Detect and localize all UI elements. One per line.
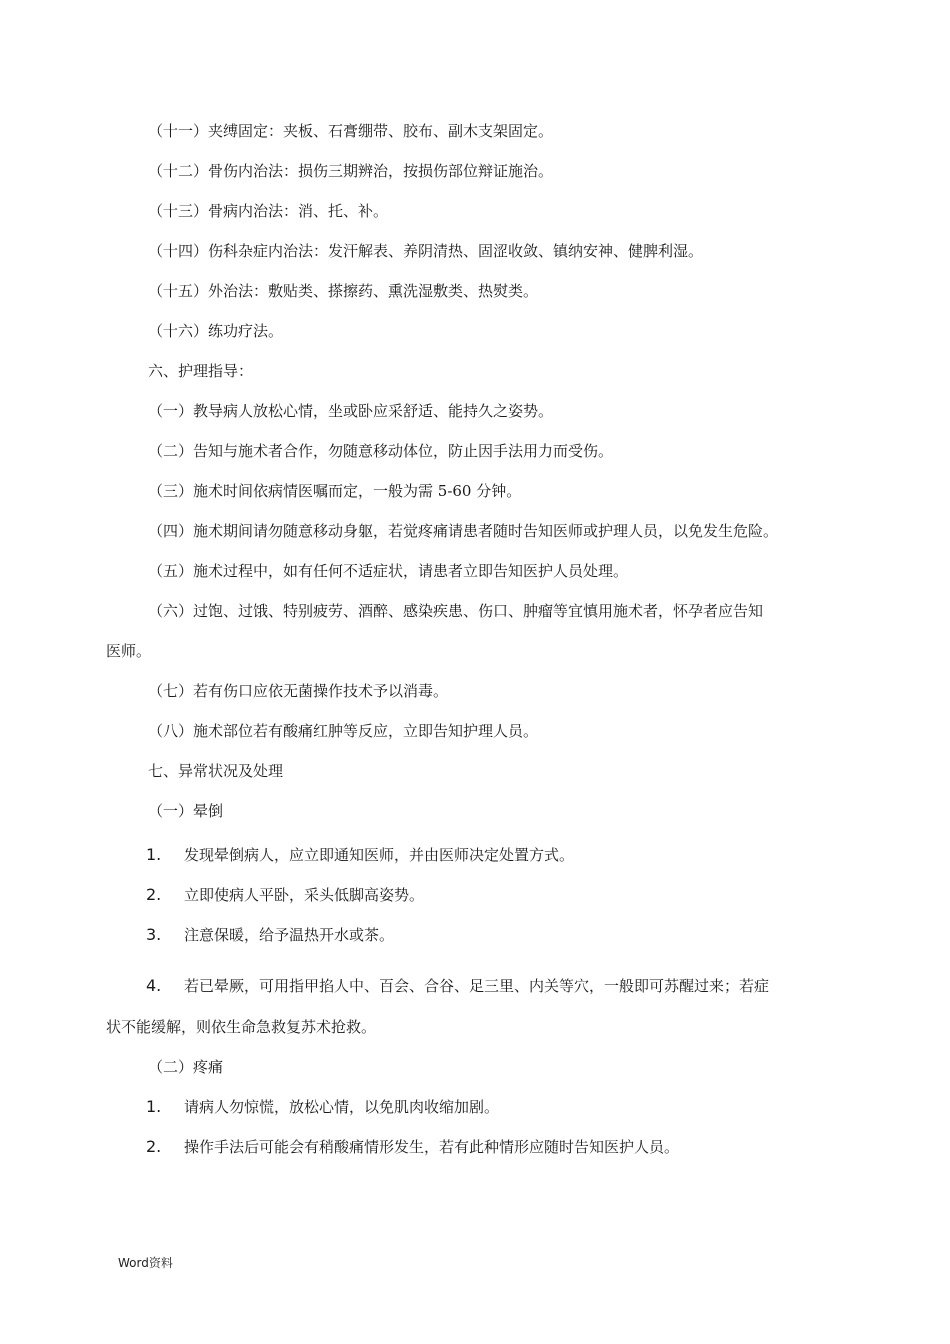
text-line: （二）告知与施术者合作，勿随意移动体位，防止因手法用力而受伤。 xyxy=(148,442,614,460)
list-text: 操作手法后可能会有稍酸痛情形发生，若有此种情形应随时告知医护人员。 xyxy=(184,1138,680,1156)
text-line: （三）施术时间依病情医嘱而定，一般为需 5-60 分钟。 xyxy=(148,482,522,500)
text-line: （六）过饱、过饿、特别疲劳、酒醉、感染疾患、伤口、肿瘤等宜慎用施术者，怀孕者应告知 xyxy=(148,602,764,620)
text-line: （五）施术过程中，如有任何不适症状，请患者立即告知医护人员处理。 xyxy=(148,562,629,580)
list-text: 发现晕倒病人，应立即通知医师，并由医师决定处置方式。 xyxy=(184,846,575,864)
list-item xyxy=(146,1097,499,1117)
text-line: （十五）外治法：敷贴类、搽擦药、熏洗湿敷类、热熨类。 xyxy=(148,282,539,300)
list-number: 2. xyxy=(146,1137,162,1156)
text-line: （十四）伤科杂症内治法：发汗解表、养阴清热、固涩收敛、镇纳安神、健脾利湿。 xyxy=(148,242,704,260)
text-line-continued: 医师。 xyxy=(106,642,152,660)
section-heading: 六、护理指导： xyxy=(148,362,254,380)
text-line: （十三）骨病内治法：消、托、补。 xyxy=(148,202,389,220)
list-item xyxy=(146,1137,679,1157)
list-item xyxy=(146,845,574,865)
list-item xyxy=(146,925,394,945)
footer-label: Word资料 xyxy=(118,1256,173,1270)
list-item xyxy=(146,976,769,996)
text-line: （七）若有伤口应依无菌操作技术予以消毒。 xyxy=(148,682,449,700)
list-number: 2. xyxy=(146,885,162,904)
list-number: 3. xyxy=(146,925,162,944)
list-item xyxy=(146,885,424,905)
list-number: 1. xyxy=(146,1097,162,1116)
list-text: 若已晕厥，可用指甲掐人中、百会、合谷、足三里、内关等穴，一般即可苏醒过来；若症 xyxy=(184,977,770,995)
text-line-continued: 状不能缓解，则依生命急救复苏术抢救。 xyxy=(106,1018,377,1036)
text-line: （八）施术部位若有酸痛红肿等反应，立即告知护理人员。 xyxy=(148,722,539,740)
section-heading: 七、异常状况及处理 xyxy=(148,762,284,780)
list-number: 4. xyxy=(146,976,162,995)
list-number: 1. xyxy=(146,845,162,864)
text-line: （一）教导病人放松心情，坐或卧应采舒适、能持久之姿势。 xyxy=(148,402,554,420)
text-line: （四）施术期间请勿随意移动身躯，若觉疼痛请患者随时告知医师或护理人员，以免发生危险。 xyxy=(148,522,779,540)
text-line: （十六）练功疗法。 xyxy=(148,322,284,340)
sub-heading: （二）疼痛 xyxy=(148,1058,224,1076)
list-text: 立即使病人平卧，采头低脚高姿势。 xyxy=(184,886,425,904)
sub-heading: （一）晕倒 xyxy=(148,802,224,820)
list-text: 注意保暖，给予温热开水或茶。 xyxy=(184,926,395,944)
text-line: （十二）骨伤内治法：损伤三期辨治，按损伤部位辩证施治。 xyxy=(148,162,554,180)
text-line: （十一）夹缚固定：夹板、石膏绷带、胶布、副木支架固定。 xyxy=(148,122,554,140)
list-text: 请病人勿惊慌，放松心情，以免肌肉收缩加剧。 xyxy=(184,1098,500,1116)
